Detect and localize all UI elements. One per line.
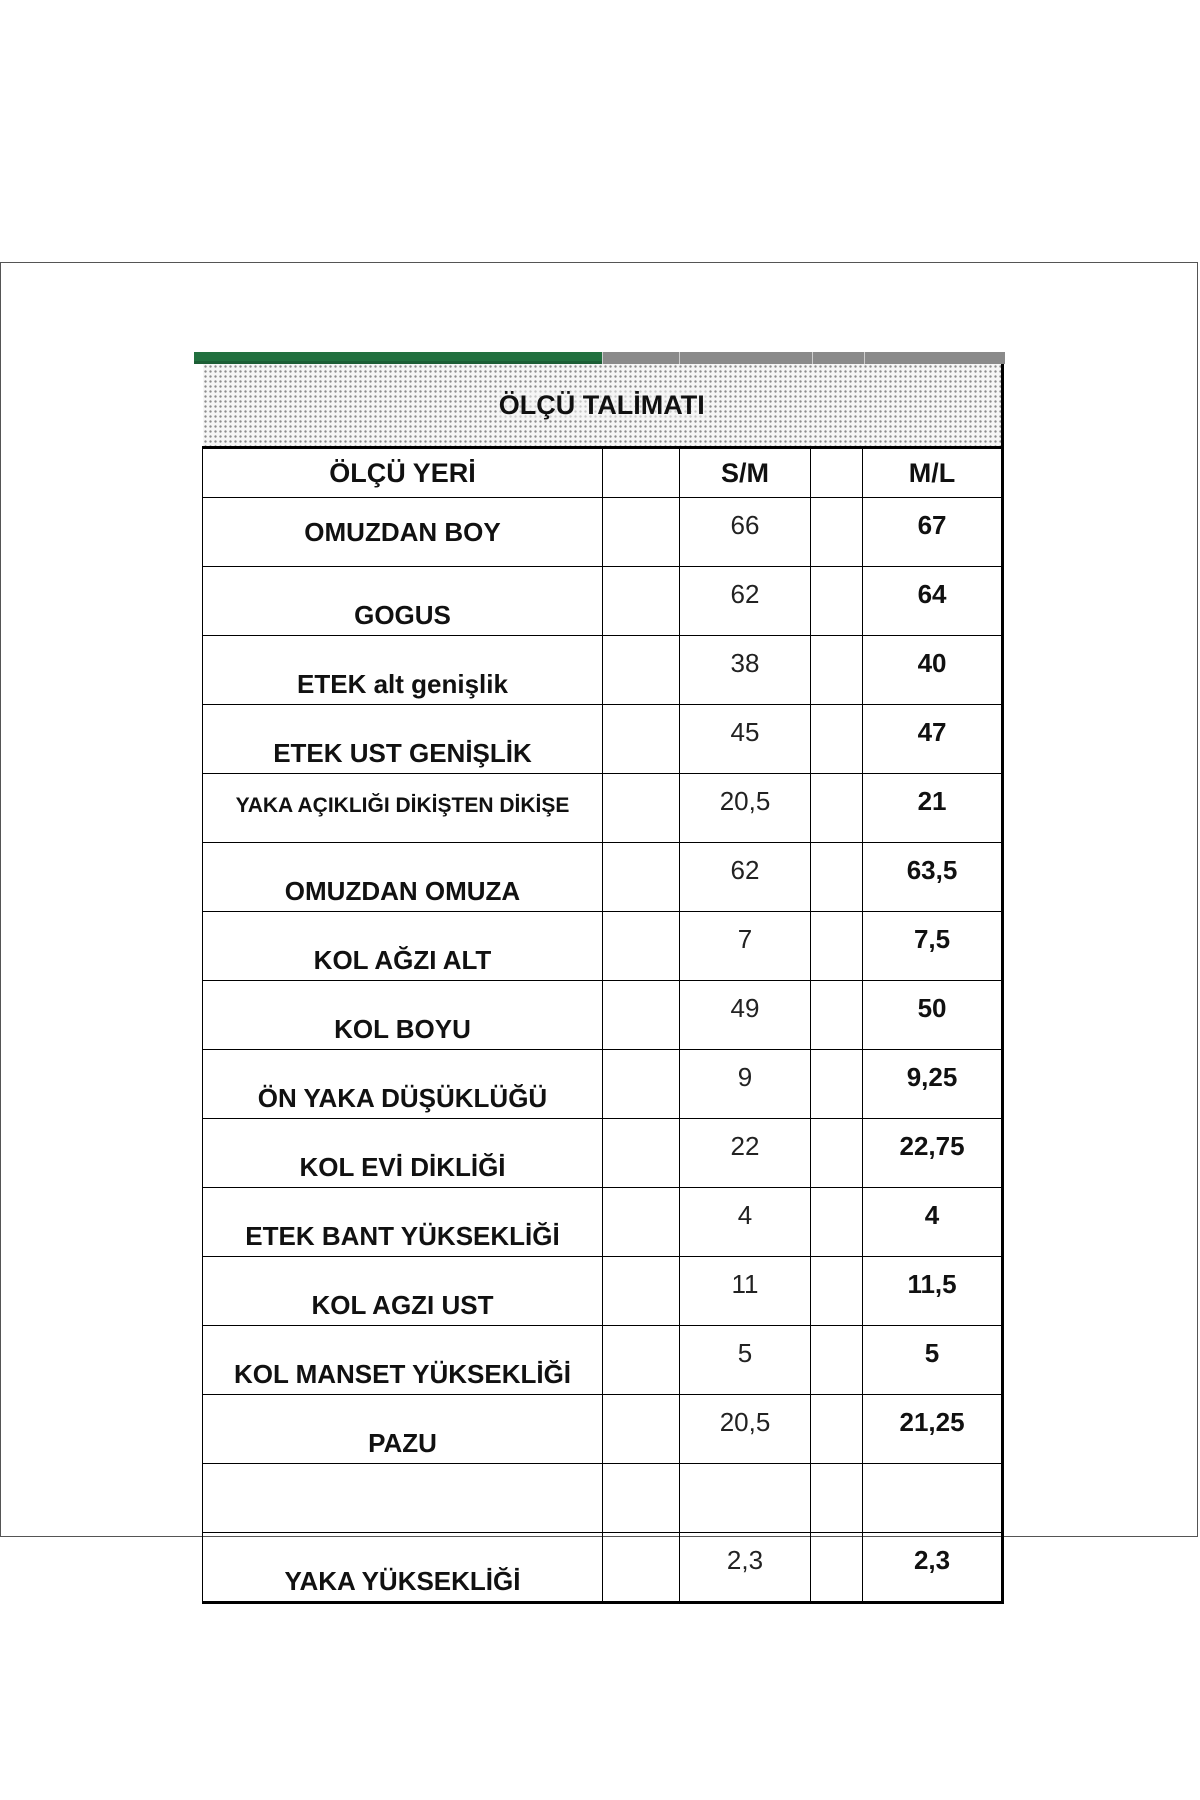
- value-sm: 4: [680, 1188, 811, 1257]
- table-row: [203, 636, 1003, 705]
- table-row: [203, 1395, 1003, 1464]
- table-row: [203, 1050, 1003, 1119]
- value-sm: 2,3: [680, 1533, 811, 1603]
- value-sm: 62: [680, 843, 811, 912]
- value-ml: [863, 1464, 1003, 1533]
- table-row: [203, 1119, 1003, 1188]
- value-sm: 7: [680, 912, 811, 981]
- value-sm: 66: [680, 498, 811, 567]
- header-row: [203, 448, 1003, 498]
- value-ml: 47: [863, 705, 1003, 774]
- value-sm: 62: [680, 567, 811, 636]
- table-title-cell: [203, 364, 1003, 448]
- column-header-bar: [194, 352, 1005, 364]
- measurement-label: OMUZDAN OMUZA: [203, 843, 603, 912]
- measurement-label: ETEK alt genişlik: [203, 636, 603, 705]
- measurement-label: ETEK UST GENİŞLİK: [203, 705, 603, 774]
- value-sm: 45: [680, 705, 811, 774]
- value-sm: 5: [680, 1326, 811, 1395]
- empty-cell: [603, 1188, 680, 1257]
- empty-cell: [811, 843, 863, 912]
- table-row: [203, 981, 1003, 1050]
- value-sm: [680, 1464, 811, 1533]
- empty-cell: [811, 774, 863, 843]
- value-ml: 40: [863, 636, 1003, 705]
- empty-cell: [811, 981, 863, 1050]
- header-empty-cell: [811, 448, 863, 498]
- table-title: ÖLÇÜ TALİMATI: [498, 389, 705, 420]
- table-row: [203, 1533, 1003, 1603]
- empty-cell: [603, 1395, 680, 1464]
- value-sm: 11: [680, 1257, 811, 1326]
- header-size-ml: M/L: [863, 448, 1003, 498]
- value-sm: 49: [680, 981, 811, 1050]
- measurement-label: GOGUS: [203, 567, 603, 636]
- value-ml: 64: [863, 567, 1003, 636]
- column-separator: [812, 352, 813, 364]
- empty-cell: [811, 912, 863, 981]
- empty-cell: [603, 843, 680, 912]
- empty-cell: [603, 1119, 680, 1188]
- table-row: [203, 705, 1003, 774]
- value-sm: 22: [680, 1119, 811, 1188]
- measurement-label: [203, 1464, 603, 1533]
- empty-cell: [811, 1395, 863, 1464]
- empty-cell: [603, 1050, 680, 1119]
- empty-cell: [811, 498, 863, 567]
- selected-column-header: [194, 352, 602, 364]
- value-ml: 50: [863, 981, 1003, 1050]
- value-ml: 67: [863, 498, 1003, 567]
- empty-cell: [811, 636, 863, 705]
- value-sm: 20,5: [680, 1395, 811, 1464]
- measurement-label: OMUZDAN BOY: [203, 498, 603, 567]
- table-row: [203, 498, 1003, 567]
- table-row: [203, 1188, 1003, 1257]
- measurement-label: KOL AGZI UST: [203, 1257, 603, 1326]
- measurement-label: ETEK BANT YÜKSEKLİĞİ: [203, 1188, 603, 1257]
- table-row: [203, 843, 1003, 912]
- empty-cell: [603, 705, 680, 774]
- empty-cell: [603, 567, 680, 636]
- value-sm: 20,5: [680, 774, 811, 843]
- title-row: [203, 364, 1003, 448]
- value-ml: 7,5: [863, 912, 1003, 981]
- empty-cell: [811, 1119, 863, 1188]
- empty-cell: [603, 774, 680, 843]
- measurement-label: KOL BOYU: [203, 981, 603, 1050]
- empty-cell: [603, 498, 680, 567]
- header-empty-cell: [603, 448, 680, 498]
- value-ml: 11,5: [863, 1257, 1003, 1326]
- value-ml: 63,5: [863, 843, 1003, 912]
- value-ml: 2,3: [863, 1533, 1003, 1603]
- value-ml: 4: [863, 1188, 1003, 1257]
- empty-cell: [603, 1257, 680, 1326]
- column-separator: [679, 352, 680, 364]
- empty-cell: [811, 1326, 863, 1395]
- value-ml: 22,75: [863, 1119, 1003, 1188]
- empty-cell: [603, 912, 680, 981]
- measurement-label: KOL MANSET YÜKSEKLİĞİ: [203, 1326, 603, 1395]
- measurement-label: YAKA YÜKSEKLİĞİ: [203, 1533, 603, 1603]
- measurement-label: PAZU: [203, 1395, 603, 1464]
- column-separator: [864, 352, 865, 364]
- table-row: [203, 567, 1003, 636]
- value-ml: 21,25: [863, 1395, 1003, 1464]
- empty-cell: [603, 1533, 680, 1603]
- empty-cell: [603, 1326, 680, 1395]
- measurement-label: KOL EVİ DİKLİĞİ: [203, 1119, 603, 1188]
- spreadsheet-screenshot: [194, 352, 1005, 1596]
- header-measurement-location: ÖLÇÜ YERİ: [203, 448, 603, 498]
- empty-cell: [811, 705, 863, 774]
- value-sm: 38: [680, 636, 811, 705]
- empty-cell: [811, 567, 863, 636]
- measurement-label: ÖN YAKA DÜŞÜKLÜĞÜ: [203, 1050, 603, 1119]
- table-row: [203, 1326, 1003, 1395]
- empty-cell: [811, 1188, 863, 1257]
- size-chart-table: [202, 364, 1004, 1604]
- value-ml: 21: [863, 774, 1003, 843]
- value-ml: 5: [863, 1326, 1003, 1395]
- empty-cell: [603, 1464, 680, 1533]
- column-separator: [602, 352, 603, 364]
- table-row: [203, 912, 1003, 981]
- empty-cell: [811, 1050, 863, 1119]
- empty-cell: [811, 1464, 863, 1533]
- table-row: [203, 1257, 1003, 1326]
- empty-cell: [811, 1533, 863, 1603]
- measurement-label: KOL AĞZI ALT: [203, 912, 603, 981]
- table-row: [203, 774, 1003, 843]
- empty-cell: [603, 981, 680, 1050]
- value-sm: 9: [680, 1050, 811, 1119]
- empty-cell: [603, 636, 680, 705]
- table-row: [203, 1464, 1003, 1533]
- header-size-sm: S/M: [680, 448, 811, 498]
- empty-cell: [811, 1257, 863, 1326]
- value-ml: 9,25: [863, 1050, 1003, 1119]
- measurement-label: YAKA AÇIKLIĞI DİKİŞTEN DİKİŞE: [203, 774, 603, 843]
